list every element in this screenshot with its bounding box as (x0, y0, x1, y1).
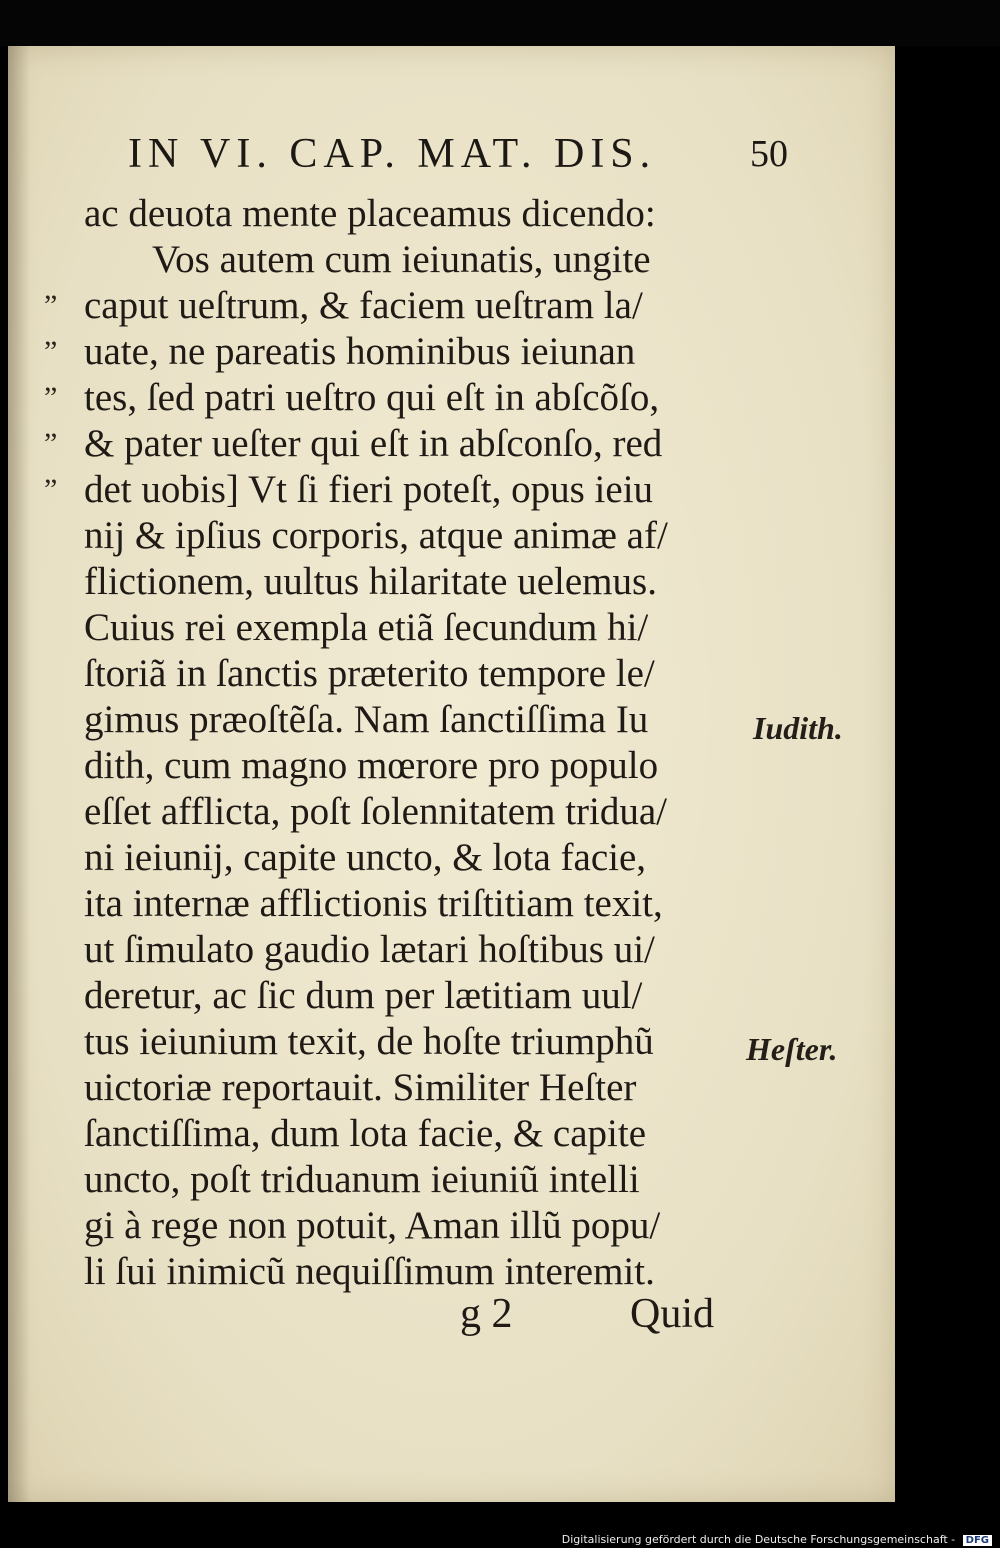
text-line (8, 467, 748, 513)
text-line (8, 1111, 748, 1157)
margin-note-hester: Heſter. (746, 1031, 838, 1067)
line-text: eſſet afflicta, poſt ſolennitatem tridua/ (84, 790, 668, 833)
text-line (8, 1203, 748, 1249)
line-text: tus ieiunium texit, de hoſte triumphũ (84, 1020, 654, 1063)
quotation-mark: ” (44, 335, 58, 368)
text-line (8, 513, 748, 559)
line-text: ſtoriã in ſanctis præterito tempore le/ (84, 652, 655, 695)
line-text: & pater ueſter qui eſt in abſconſo, red (84, 422, 663, 465)
page-footer (8, 1286, 748, 1346)
line-text: uncto, poſt triduanum ieiuniũ intelli (84, 1158, 640, 1201)
text-line (8, 237, 748, 283)
line-text: deretur, ac ſic dum per lætitiam uul/ (84, 974, 643, 1017)
line-text: gimus præoſtẽſa. Nam ſanctiſſima Iu (84, 698, 649, 741)
text-line (8, 1019, 748, 1065)
text-line (8, 835, 748, 881)
text-line (8, 283, 748, 329)
line-text: gi à rege non potuit, Aman illũ popu/ (84, 1204, 661, 1247)
line-text: flictionem, uultus hilaritate uelemus. (84, 560, 657, 603)
text-line (8, 789, 748, 835)
signature-mark: g 2 (460, 1291, 513, 1337)
text-line (8, 651, 748, 697)
text-line (8, 375, 748, 421)
text-line (8, 605, 748, 651)
line-text: ac deuota mente placeamus dicendo: (84, 192, 656, 235)
running-head: IN VI. CAP. MAT. DIS. (128, 131, 657, 177)
line-text: nij & ipſius corporis, atque animæ af/ (84, 514, 668, 557)
line-text: li ſui inimicũ nequiſſimum interemit. (84, 1250, 655, 1293)
line-text: ni ieiunij, capite uncto, & lota facie, (84, 836, 647, 879)
text-line (8, 743, 748, 789)
line-text: ut ſimulato gaudio lætari hoſtibus ui/ (84, 928, 655, 971)
scan-top-border (0, 0, 1000, 46)
credit-text: Digitalisierung gefördert durch die Deutsche Forschungsgemeinschaft - (561, 1533, 956, 1546)
line-text: dith, cum magno mœrore pro populo (84, 744, 659, 787)
text-line (8, 421, 748, 467)
text-line (8, 697, 748, 743)
line-text: det uobis] Vt ſi fieri poteſt, opus ieiu (84, 468, 654, 511)
digitization-credit (562, 1533, 992, 1546)
catchword: Quid (630, 1291, 714, 1337)
text-line (8, 927, 748, 973)
book-page (8, 46, 895, 1502)
quotation-mark: ” (44, 473, 58, 506)
text-line (8, 973, 748, 1019)
quotation-mark: ” (44, 381, 58, 414)
text-block (8, 191, 748, 1295)
line-text: ita internæ afflictionis triſtitiam texit, (84, 882, 663, 925)
line-text: Vos autem cum ieiunatis, ungite (152, 238, 651, 281)
line-text: uate, ne pareatis hominibus ieiunan (84, 330, 636, 373)
text-line (8, 1157, 748, 1203)
line-text: Cuius rei exempla etiã ſecundum hi/ (84, 606, 649, 649)
dfg-logo: DFG (963, 1535, 992, 1546)
page-header (128, 124, 788, 184)
line-text: caput ueſtrum, & faciem ueſtram la/ (84, 284, 643, 327)
text-line (8, 559, 748, 605)
text-line (8, 191, 748, 237)
text-line (8, 1065, 748, 1111)
line-text: tes, ſed patri ueſtro qui eſt in abſcõſo, (84, 376, 660, 419)
folio-number: 50 (750, 133, 788, 175)
quotation-mark: ” (44, 289, 58, 322)
text-line (8, 329, 748, 375)
margin-note-judith: Iudith. (753, 710, 843, 746)
text-line (8, 881, 748, 927)
line-text: ſanctiſſima, dum lota facie, & capite (84, 1112, 647, 1155)
quotation-mark: ” (44, 427, 58, 460)
line-text: uictoriæ reportauit. Similiter Heſter (84, 1066, 637, 1109)
